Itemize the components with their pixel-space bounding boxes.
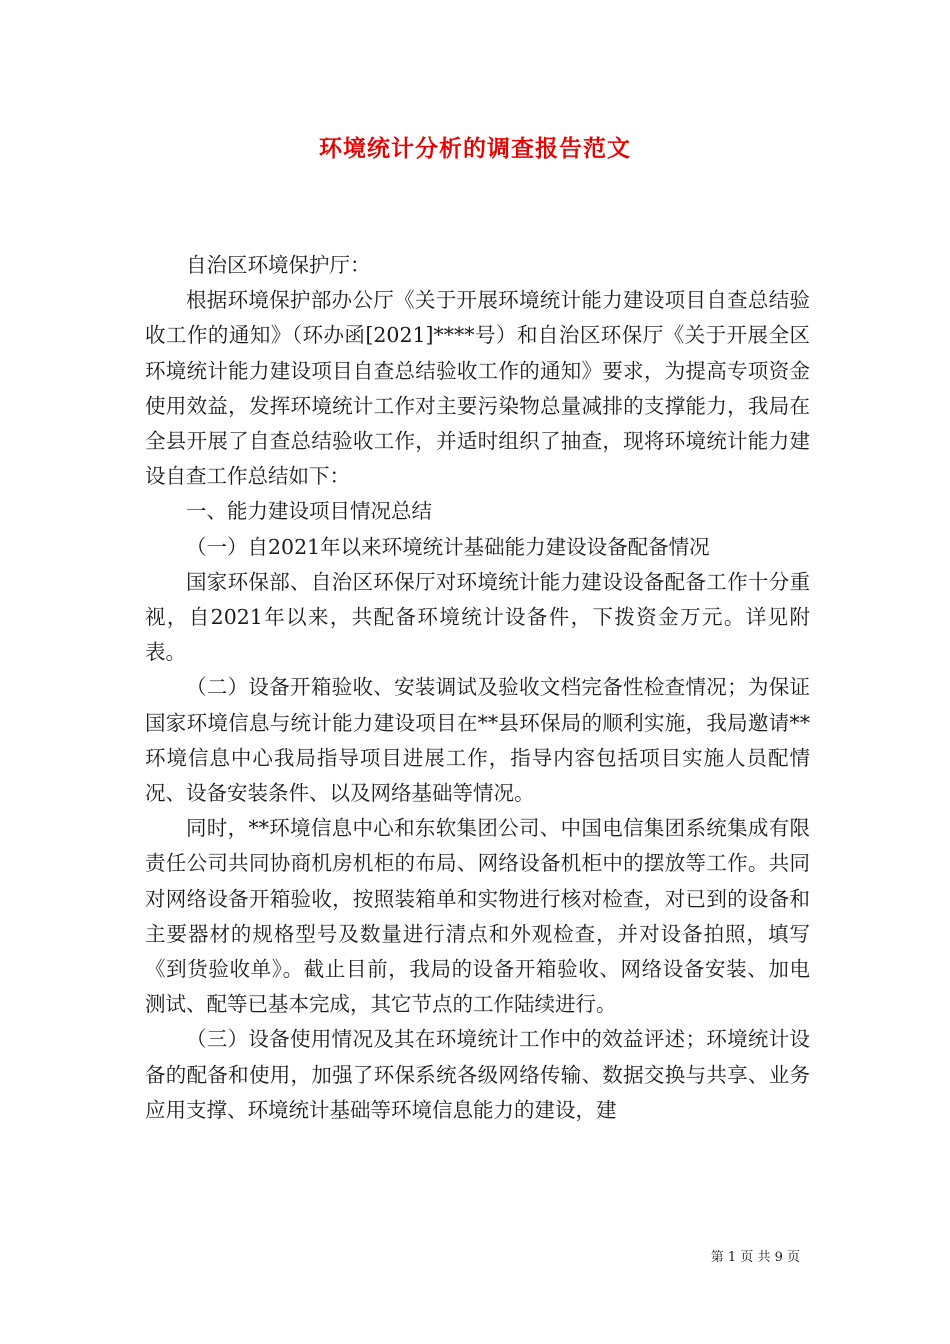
paragraph-intro: 根据环境保护部办公厅《关于开展环境统计能力建设项目自查总结验收工作的通知》（环办函[2021]****号）和自治区环保厅《关于开展全区环境统计能力建设项目自查总结验收工作的通知》要求，为提高专项资金使用效益，发挥环境统计工作对主要污染物总量减排的支撑能力，我局在全县开展了自查总结验收工作，并适时组织了抽查，现将环境统计能力建设自查工作总结如下：: [145, 288, 810, 489]
paragraph-meanwhile: 同时，**环境信息中心和东软集团公司、中国电信集团系统集成有限责任公司共同协商机房机柜的布局、网络设备机柜中的摆放等工作。共同对网络设备开箱验收，按照装箱单和实物进行核对检查，对已到的设备和主要器材的规格型号及数量进行清点和外观检查，并对设备拍照，填写《到货验收单》。截止目前，我局的设备开箱验收、网络设备安装、加电测试、配等已基本完成，其它节点的工作陆续进行。: [145, 816, 810, 1017]
document-title: 环境统计分析的调查报告范文: [319, 135, 631, 162]
subsection-heading-1: （一）自2021年以来环境统计基础能力建设设备配备情况: [186, 534, 710, 559]
page-number: 第 1 页 共 9 页: [710, 1250, 800, 1265]
paragraph-acceptance: （二）设备开箱验收、安装调试及验收文档完备性检查情况；为保证国家环境信息与统计能力建设项目在**县环保局的顺利实施，我局邀请**环境信息中心我局指导项目进展工作，指导内容包括项目实施人员配情况、设备安装条件、以及网络基础等情况。: [145, 675, 810, 806]
salutation: 自治区环境保护厅：: [186, 253, 371, 277]
paragraph-equipment: 国家环保部、自治区环保厅对环境统计能力建设设备配备工作十分重视，自2021年以来，共配备环境统计设备件，下拨资金万元。详见附表。: [145, 569, 810, 665]
section-heading-1: 一、能力建设项目情况总结: [186, 499, 432, 524]
document-body: [145, 248, 810, 1128]
paragraph-usage: （三）设备使用情况及其在环境统计工作中的效益评述；环境统计设备的配备和使用，加强了环保系统各级网络传输、数据交换与共享、业务应用支撑、环境统计基础等环境信息能力的建设，建: [145, 1027, 810, 1122]
